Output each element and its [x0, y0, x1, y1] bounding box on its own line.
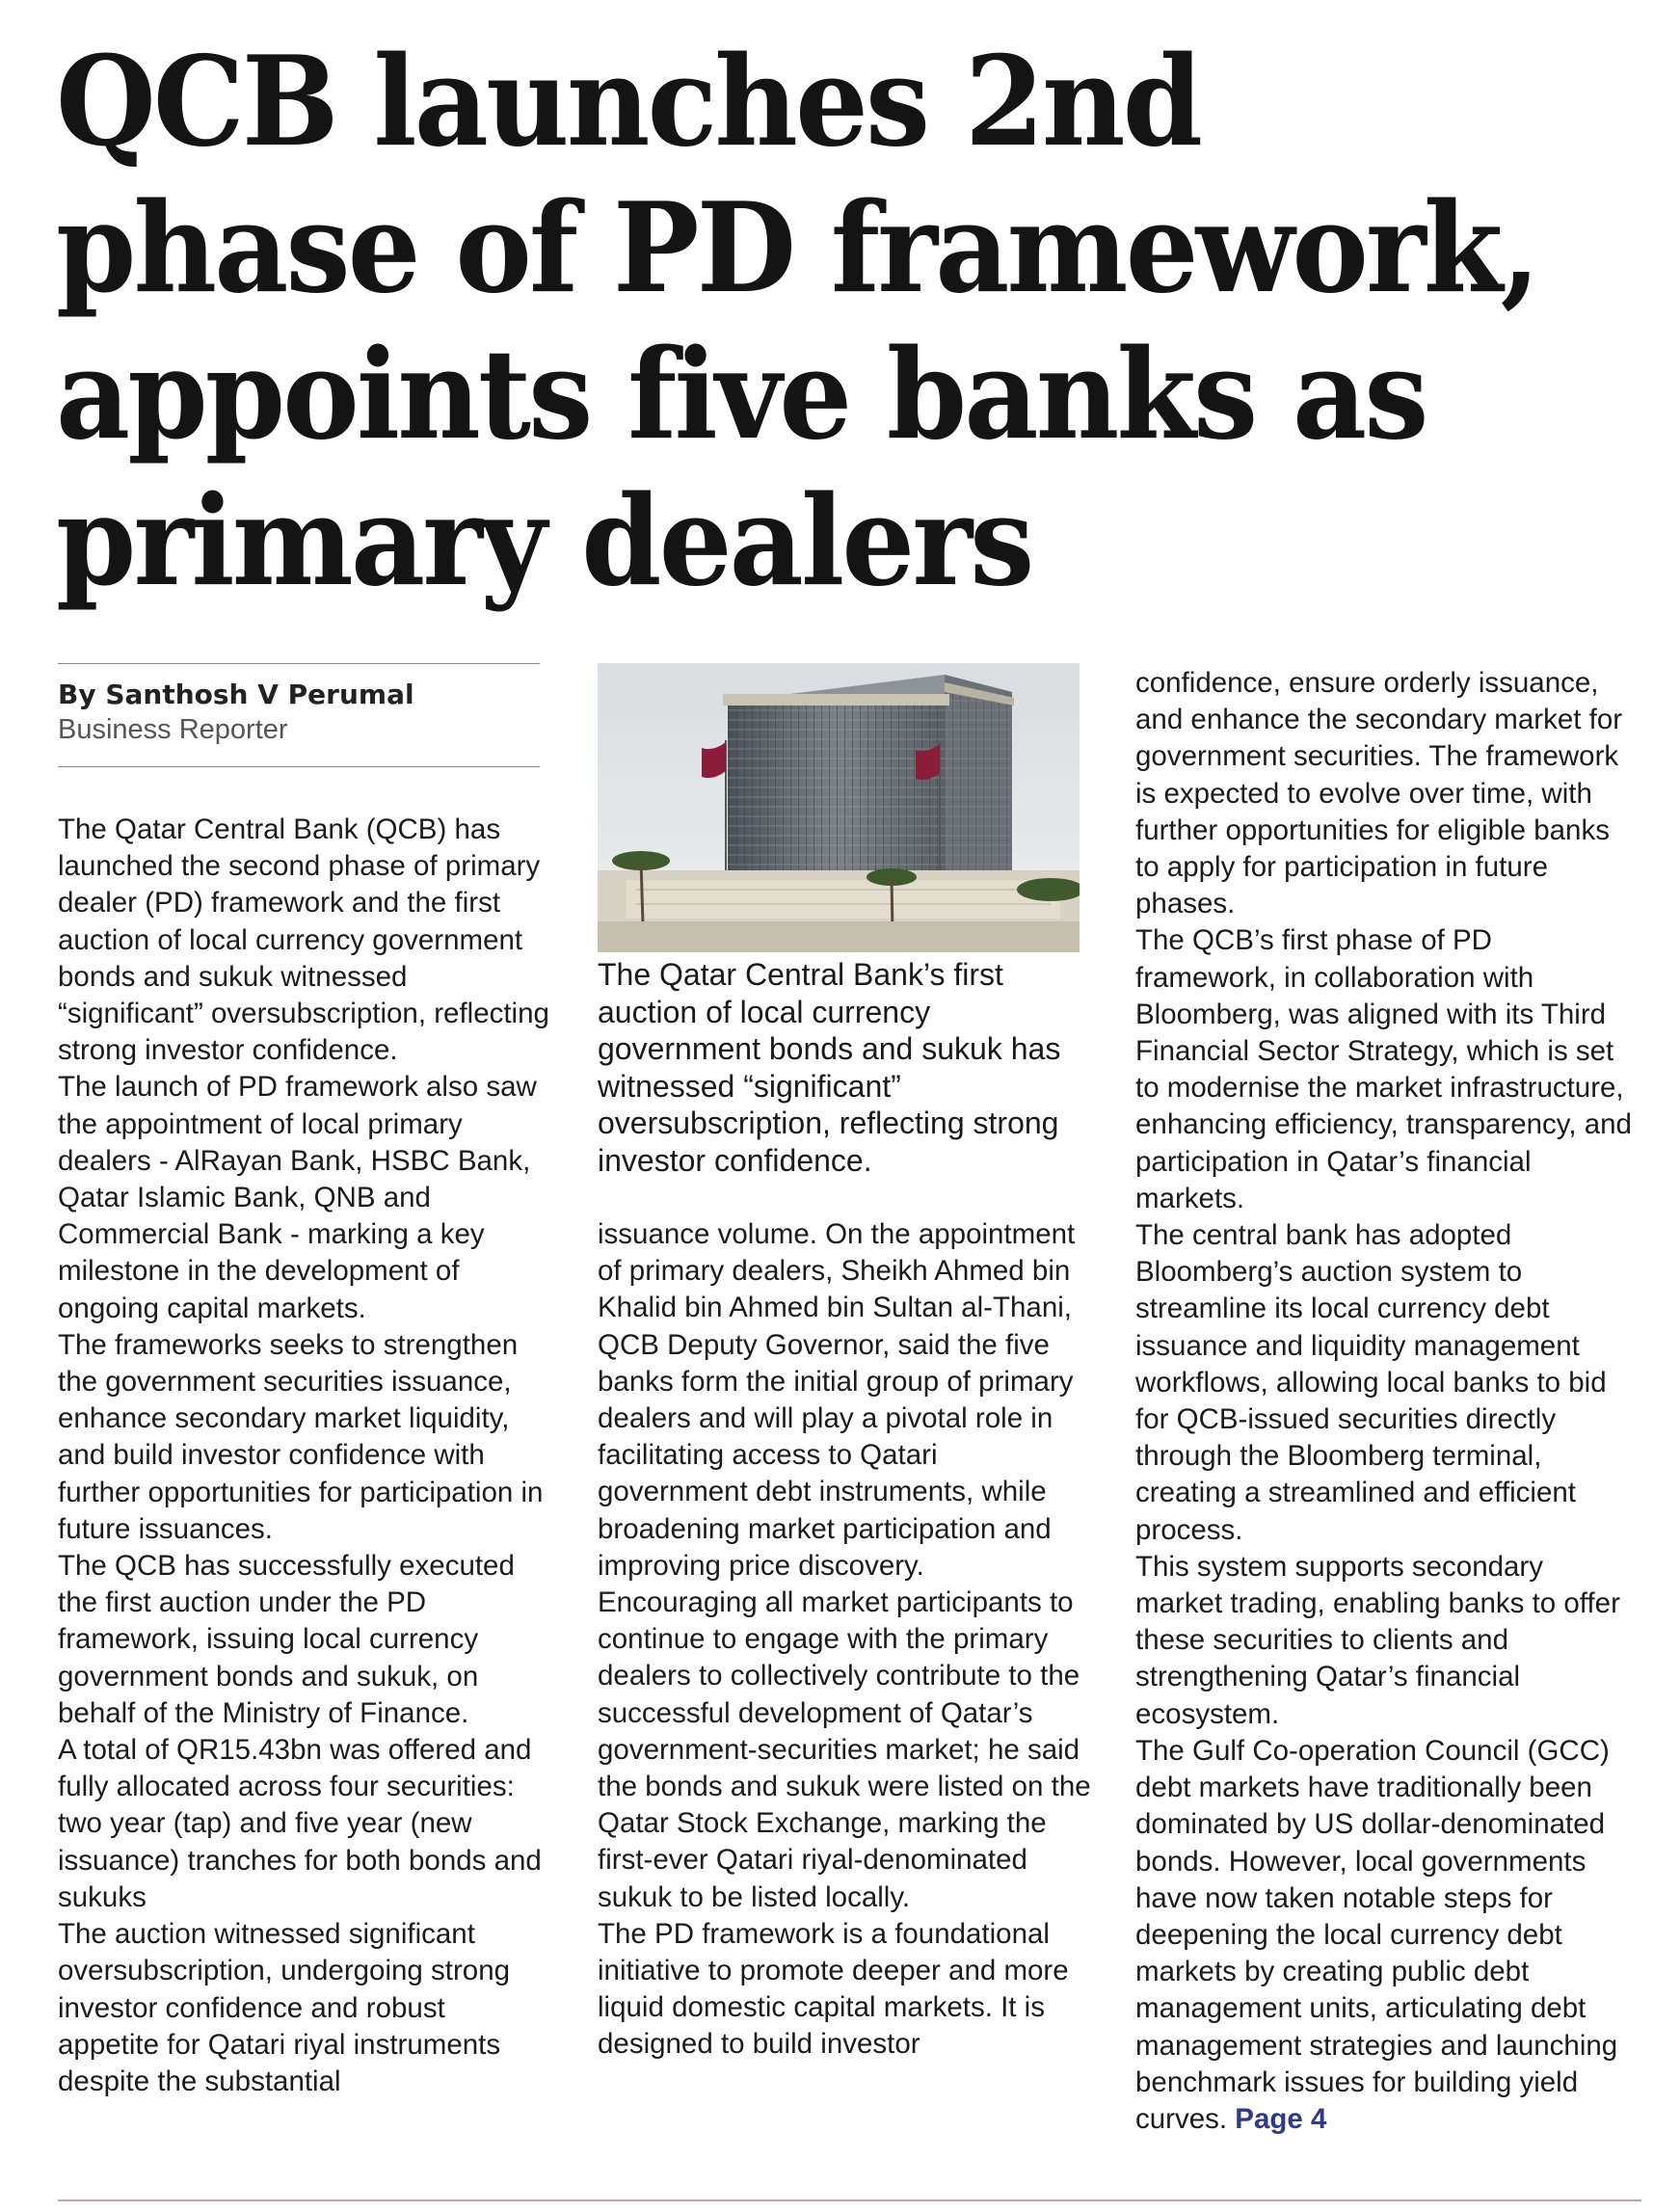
photo-illustration — [598, 663, 1080, 952]
article-column-2 — [598, 1216, 1091, 2064]
paragraph: A total of QR15.43bn was offered and fully allocated across four securities: two year (tap) and five year (new issuance) tranches for both bonds and sukuks — [58, 1734, 542, 1913]
headline-line: phase of PD framework, — [56, 176, 1538, 321]
article-column-3 — [1135, 665, 1637, 2138]
paragraph: The auction witnessed significant oversubscription, undergoing strong investor confidence and robust appetite for Qatari riyal instruments despite the substantial — [58, 1918, 511, 2097]
paragraph: The QCB has successfully executed the first auction under the PD framework, issuing local currency government bonds and sukuk, on behalf of the Ministry of Finance. — [58, 1550, 515, 1729]
paragraph: The frameworks seeks to strengthen the government securities issuance, enhance secondary market liquidity, and build investor confidence with further opportunities for participation in future issuances. — [58, 1328, 544, 1545]
bottom-divider — [58, 2199, 1641, 2201]
paragraph: The QCB’s first phase of PD framework, in collaboration with Bloomberg, was aligned with its Third Financial Sector Strategy, which is set to modernise the market infrastructure, enhancing efficiency, transparency, and participation in Qatar’s financial markets. — [1135, 924, 1632, 1214]
paragraph: The launch of PD framework also saw the appointment of local primary dealers - AlRayan Bank, HSBC Bank, Qatar Islamic Bank, QNB and Commercial Bank - marking a key milestone in the development of ongoing capital markets. — [58, 1071, 537, 1324]
author-name: By Santhosh V Perumal — [58, 679, 414, 710]
paragraph-text: The Gulf Co-operation Council (GCC) debt markets have traditionally been dominated by US dollar-denominated bonds. However, local governments have now taken notable steps for deepening the local currency debt markets by creating public debt management units, articulating debt management strategies and launching benchmark issues for building yield curves. — [1135, 1734, 1618, 2135]
page-reference-link[interactable]: Page 4 — [1235, 2102, 1327, 2135]
headline-line: appoints five banks as — [56, 323, 1427, 467]
photo-caption: The Qatar Central Bank’s first auction of local currency government bonds and sukuk has witnessed “significant” oversubscription, reflecting strong investor confidence. — [598, 957, 1061, 1178]
paragraph: The central bank has adopted Bloomberg’s auction system to streamline its local currency debt issuance and liquidity management workflows, allowing local banks to bid for QCB-issued securities directly through the Bloomberg terminal, creating a streamlined and efficient process. — [1135, 1219, 1607, 1546]
headline-line: primary dealers — [56, 469, 1032, 614]
byline — [58, 663, 540, 767]
qcb-building-photo — [598, 663, 1080, 952]
paragraph: confidence, ensure orderly issuance, and enhance the secondary market for government securities. The framework is expected to evolve over time, with further opportunities for eligible banks to apply for participation in future phases. — [1135, 667, 1623, 920]
paragraph: The Qatar Central Bank (QCB) has launched the second phase of primary dealer (PD) framework and the first auction of local currency government bonds and sukuk witnessed “significant” oversubscription, reflecting strong investor confidence. — [58, 813, 549, 1067]
headline — [56, 29, 1538, 615]
paragraph: This system supports secondary market trading, enabling banks to offer these securities to clients and strengthening Qatar’s financial ecosystem. — [1135, 1550, 1620, 1730]
paragraph: issuance volume. On the appointment of primary dealers, Sheikh Ahmed bin Khalid bin Ahmed bin Sultan al-Thani, QCB Deputy Governor, said the five banks form the initial group of primary dealers and will play a pivotal role in facilitating access to Qatari government debt instruments, while broadening market participation and improving price discovery. — [598, 1218, 1076, 1582]
paragraph: Encouraging all market participants to continue to engage with the primary dealers to collectively contribute to the successful development of Qatar’s government-securities market; he said the bonds and sukuk were listed on the Qatar Stock Exchange, marking the first-ever Qatari riyal-denominated sukuk to be listed locally. — [598, 1586, 1091, 1913]
headline-line: QCB launches 2nd — [56, 30, 1201, 174]
article-column-1 — [58, 812, 551, 2100]
paragraph — [1135, 1733, 1637, 2138]
paragraph: The PD framework is a foundational initiative to promote deeper and more liquid domestic capital markets. It is designed to build investor — [598, 1917, 1069, 2061]
author-role: Business Reporter — [58, 714, 288, 745]
